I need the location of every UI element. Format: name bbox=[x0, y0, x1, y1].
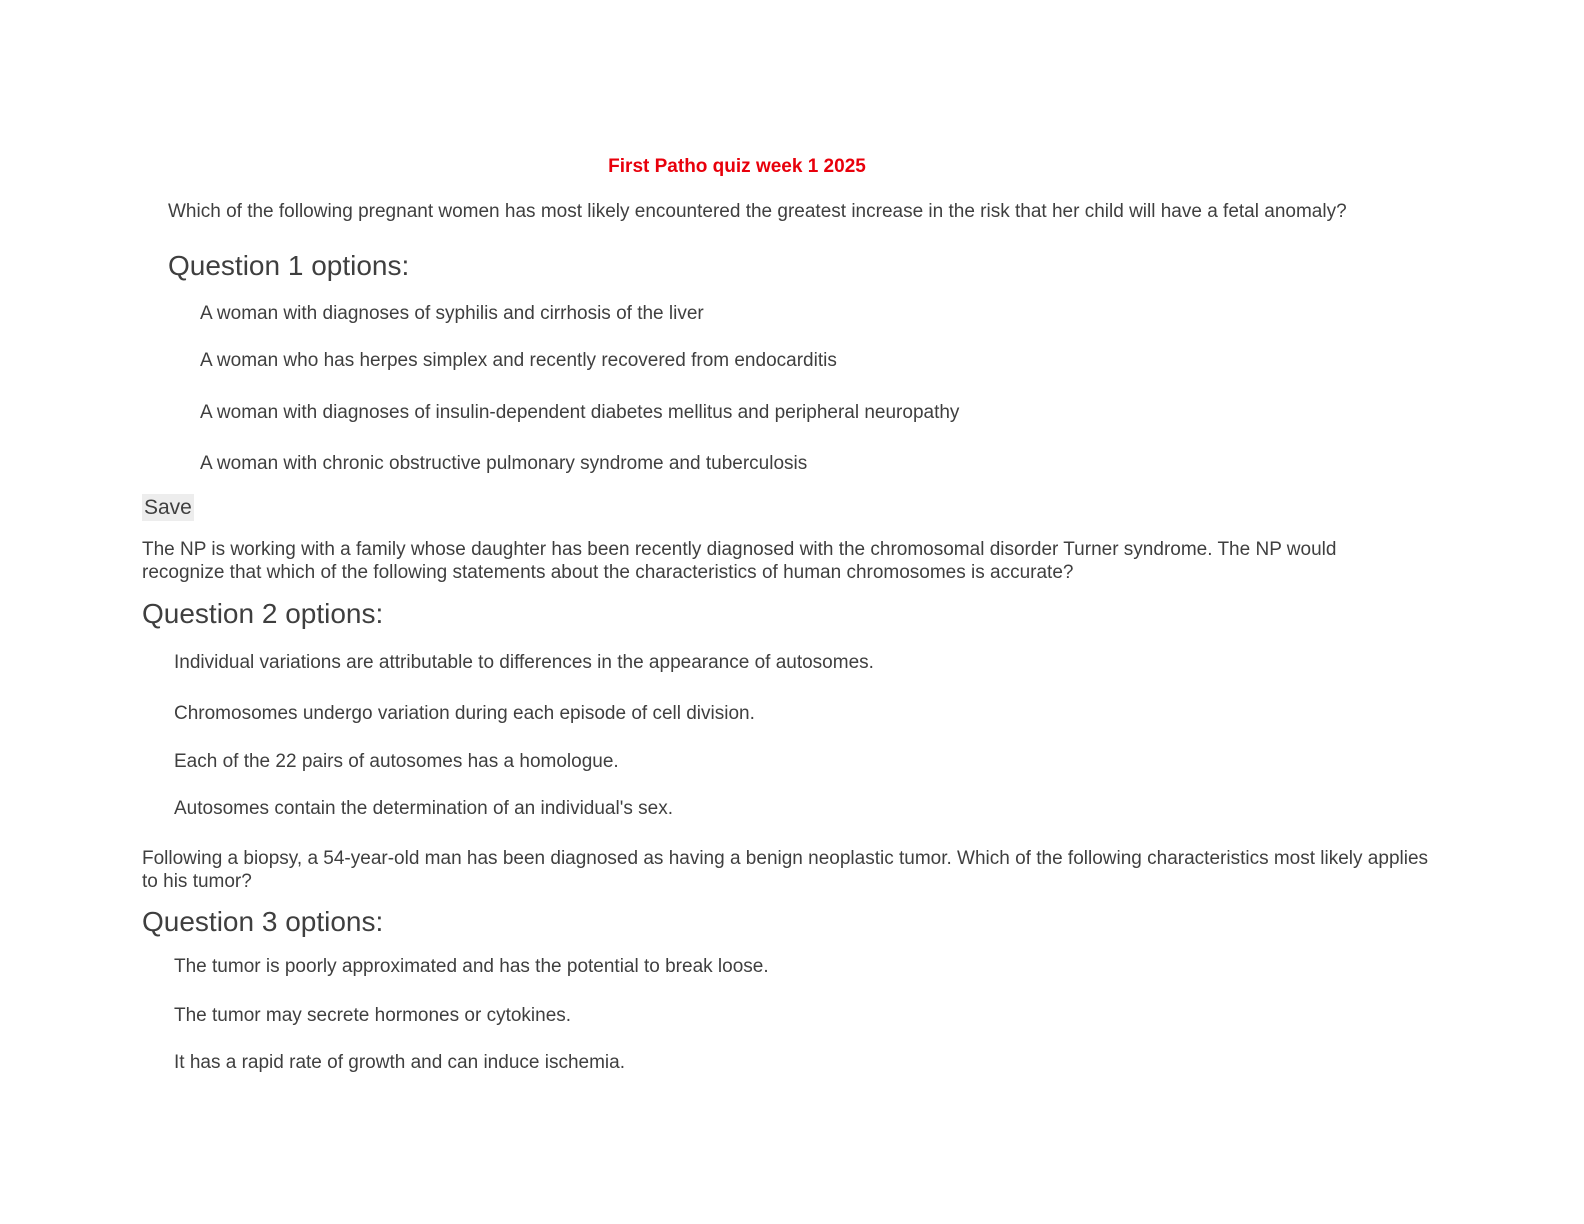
question-1-option-4[interactable]: A woman with chronic obstructive pulmonary syndrome and tuberculosis bbox=[200, 453, 808, 474]
question-3-text: Following a biopsy, a 54-year-old man has been diagnosed as having a benign neoplastic tumor. Which of the following characteristics most likely applies to his tumor? bbox=[142, 848, 1429, 892]
question-2-option-3[interactable]: Each of the 22 pairs of autosomes has a homologue. bbox=[174, 751, 619, 772]
question-1-heading: Question 1 options: bbox=[168, 250, 410, 281]
question-1-option-2[interactable]: A woman who has herpes simplex and recently recovered from endocarditis bbox=[200, 350, 837, 371]
question-2-heading: Question 2 options: bbox=[142, 598, 384, 629]
question-1-option-3[interactable]: A woman with diagnoses of insulin-dependent diabetes mellitus and peripheral neuropathy bbox=[200, 402, 960, 423]
save-button[interactable]: Save bbox=[144, 496, 192, 519]
question-2-text: The NP is working with a family whose daughter has been recently diagnosed with the chromosomal disorder Turner syndrome. The NP would recognize that which of the following statements about the characteristics of human chromosomes is accurate? bbox=[142, 539, 1337, 583]
question-3-option-3[interactable]: It has a rapid rate of growth and can induce ischemia. bbox=[174, 1052, 625, 1073]
question-3-heading: Question 3 options: bbox=[142, 906, 384, 937]
document-title: First Patho quiz week 1 2025 bbox=[608, 156, 866, 177]
question-2-option-2[interactable]: Chromosomes undergo variation during each episode of cell division. bbox=[174, 703, 755, 724]
question-2-option-1[interactable]: Individual variations are attributable to differences in the appearance of autosomes. bbox=[174, 652, 874, 673]
question-3-option-2[interactable]: The tumor may secrete hormones or cytokines. bbox=[174, 1005, 572, 1026]
question-1-option-1[interactable]: A woman with diagnoses of syphilis and cirrhosis of the liver bbox=[200, 303, 704, 324]
question-3-option-1[interactable]: The tumor is poorly approximated and has the potential to break loose. bbox=[174, 956, 769, 977]
question-2-option-4[interactable]: Autosomes contain the determination of an individual's sex. bbox=[174, 798, 673, 819]
question-1-text: Which of the following pregnant women has most likely encountered the greatest increase in the risk that her child will have a fetal anomaly? bbox=[168, 201, 1347, 222]
